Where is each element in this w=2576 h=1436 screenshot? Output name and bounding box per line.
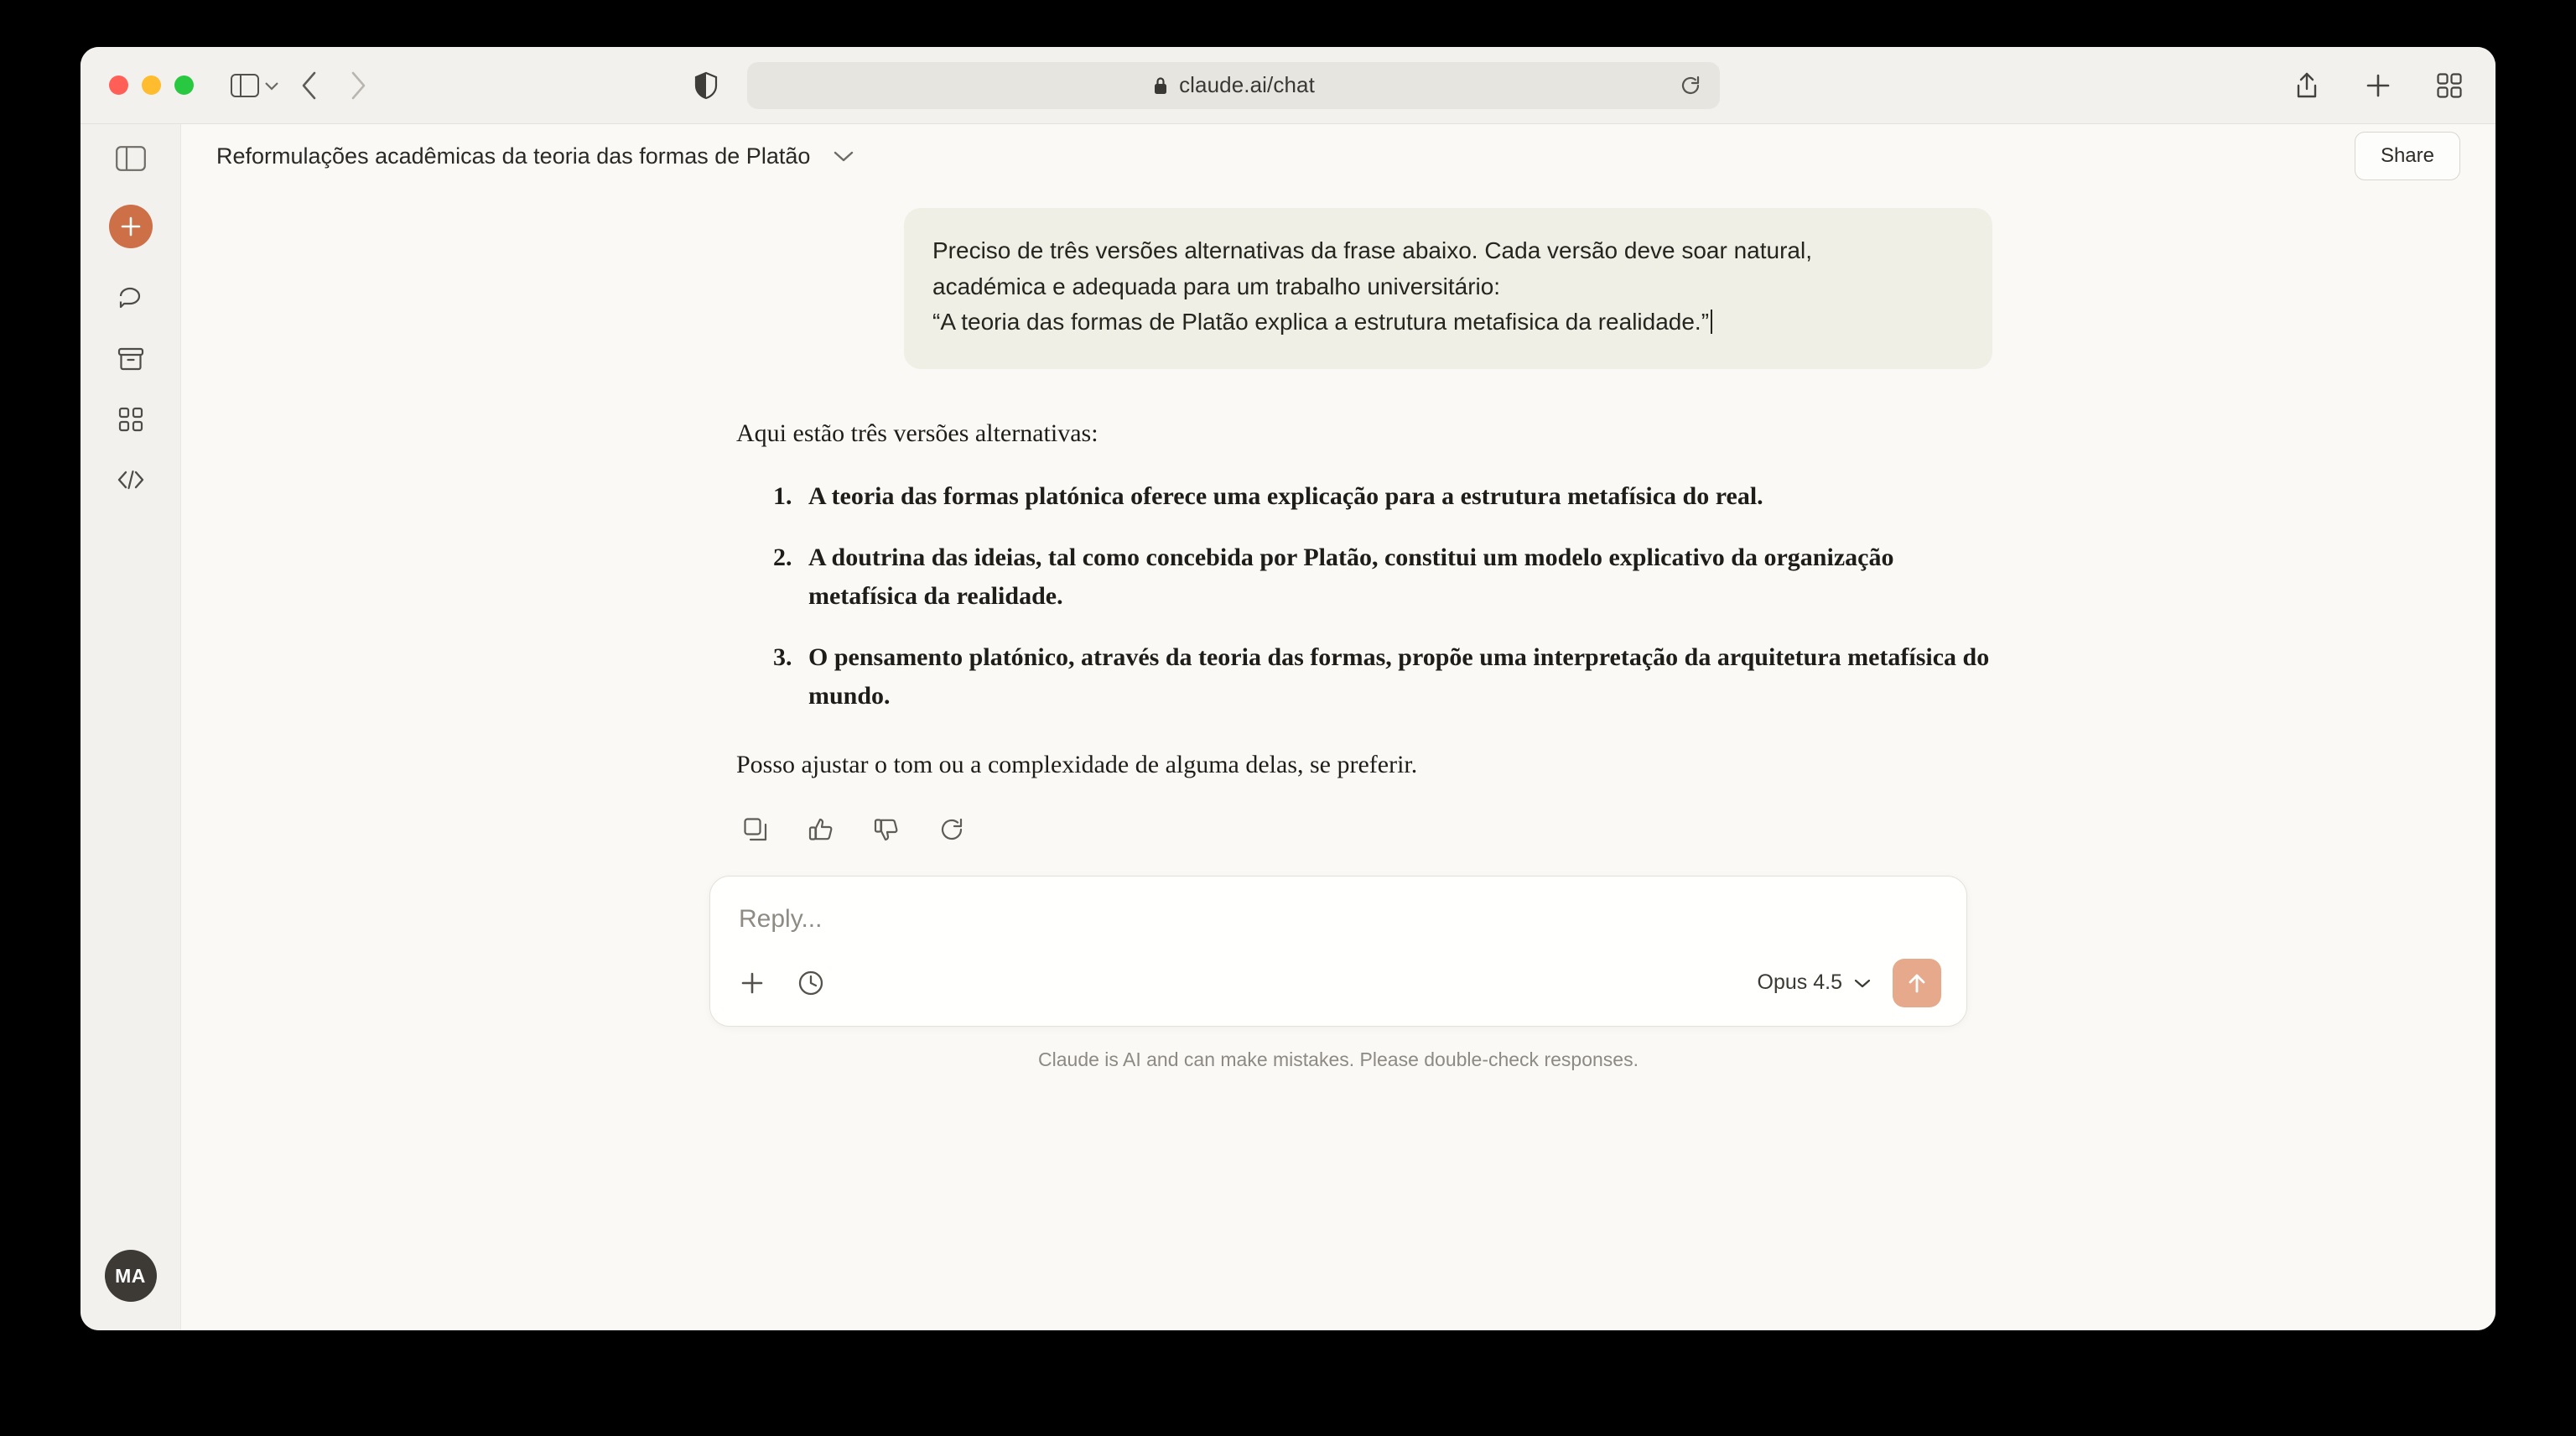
chat-header [181,124,2496,188]
app-sidebar [80,124,181,1330]
share-icon[interactable] [2294,71,2319,100]
reply-input[interactable]: Reply... [739,904,823,933]
send-up-arrow-icon [1906,971,1928,995]
thumbs-down-icon[interactable] [874,817,899,842]
list-item: 3. O pensamento platónico, através da teoria das formas, propõe uma interpretação da arquitetura metafísica do mundo. [798,638,1992,715]
chats-icon [117,285,144,312]
user-message-line-2: académica e adequada para um trabalho universitário: [932,273,1501,299]
model-label: Opus 4.5 [1757,970,1842,995]
composer-wrap [684,842,1992,1027]
apps-icon [118,407,143,432]
retry-icon[interactable] [939,817,964,842]
assistant-closing: Posso ajustar o tom ou a complexidade de alguma delas, se preferir. [736,750,1418,778]
address-bar[interactable] [747,62,1720,109]
back-arrow-icon[interactable] [301,71,318,100]
reload-icon[interactable] [1680,75,1701,96]
composer[interactable] [709,876,1967,1027]
tab-grid-icon[interactable] [2437,73,2462,98]
titlebar-right-actions [2294,47,2462,124]
disclaimer-text: Claude is AI and can make mistakes. Please double-check responses. [1038,1048,1639,1070]
sidebar-item-projects[interactable] [107,336,154,382]
clock-icon[interactable] [797,970,824,996]
model-selector[interactable] [1758,970,1871,995]
plus-icon[interactable] [2365,72,2392,99]
sidebar-item-code[interactable] [107,456,154,503]
projects-icon [117,346,144,372]
panel-toggle-icon[interactable] [116,146,146,171]
list-item: 1. A teoria das formas platónica oferece uma explicação para a estrutura metafísica do real. [798,477,1992,516]
maximize-window-button[interactable] [174,75,194,95]
composer-toolbar [735,959,1941,1007]
chevron-down-icon [1854,978,1871,988]
share-button[interactable]: Share [2355,132,2460,180]
conversation-scroll-area[interactable] [181,188,2496,1330]
avatar[interactable]: MA [105,1250,157,1302]
conversation [684,188,1992,1090]
page-title: Reformulações acadêmicas da teoria das formas de Platão [216,143,811,169]
user-message-line-3: “A teoria das formas de Platão explica a estrutura metafisica da realidade.” [932,304,1964,341]
new-chat-button[interactable] [109,205,153,248]
code-icon [117,469,145,491]
privacy-shield-icon[interactable] [693,71,719,100]
sidebar-menu-chevron-icon[interactable] [264,81,279,91]
sidebar-toggle-icon[interactable] [231,74,259,97]
url-text: claude.ai/chat [1179,72,1315,97]
thumbs-up-icon[interactable] [808,817,834,842]
app-body [80,124,2496,1330]
list-item: 2. A doutrina das ideias, tal como concebida por Platão, constitui um modelo explicativo da organização metafísica da realidade. [798,538,1992,615]
composer-right-actions [1758,959,1941,1007]
assistant-message [684,414,1992,842]
text-caret [1711,310,1712,334]
lock-icon [1152,75,1169,96]
assistant-list [798,477,1992,715]
close-window-button[interactable] [109,75,128,95]
sidebar-item-apps[interactable] [107,396,154,443]
chevron-down-icon[interactable] [834,150,854,162]
user-message [904,208,1992,369]
browser-titlebar [80,47,2496,124]
browser-window [80,47,2496,1330]
send-button[interactable] [1893,959,1941,1007]
navigation-arrows [301,71,366,100]
plus-icon[interactable] [739,970,766,996]
composer-left-actions [735,970,824,996]
copy-icon[interactable] [743,817,768,842]
sidebar-item-chats[interactable] [107,275,154,322]
window-controls [109,75,194,95]
user-message-line-1: Preciso de três versões alternativas da frase abaixo. Cada versão deve soar natural, [932,237,1813,263]
forward-arrow-icon[interactable] [350,71,366,100]
minimize-window-button[interactable] [142,75,161,95]
main-content [181,124,2496,1330]
assistant-intro: Aqui estão três versões alternativas: [736,419,1098,447]
message-actions [736,817,1992,842]
